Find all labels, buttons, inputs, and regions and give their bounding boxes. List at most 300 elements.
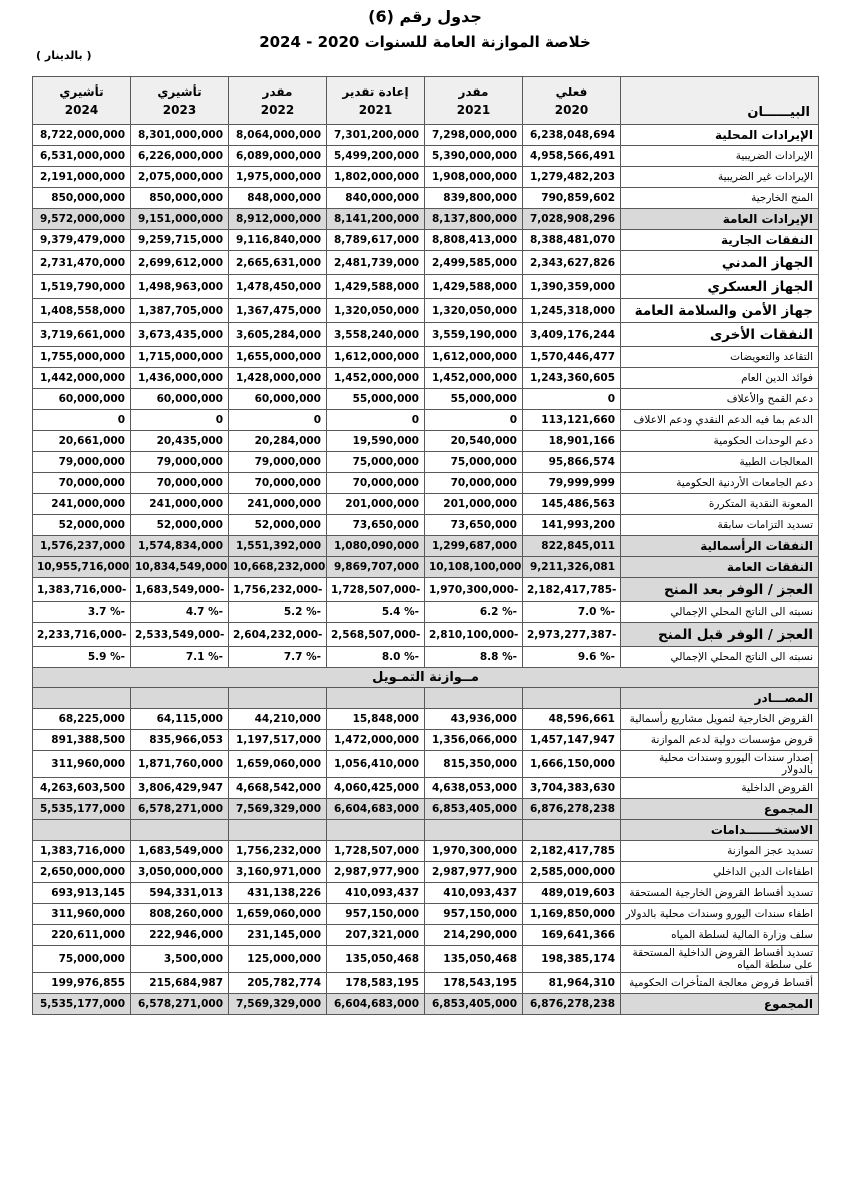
row-label: تسديد عجز الموازنة: [621, 841, 819, 862]
value-cell: 3,806,429,947: [131, 778, 229, 799]
row-label: فوائد الدين العام: [621, 368, 819, 389]
value-cell: 2,533,549,000-: [131, 623, 229, 647]
row-label: الجهاز المدني: [621, 251, 819, 275]
row-label: المعالجات الطبية: [621, 452, 819, 473]
value-cell: 68,225,000: [33, 709, 131, 730]
row-label: سلف وزارة المالية لسلطة المياه: [621, 925, 819, 946]
table-row: [33, 125, 819, 146]
value-cell: 1,169,850,000: [523, 904, 621, 925]
value-cell: 7,298,000,000: [425, 125, 523, 146]
value-cell: 215,684,987: [131, 973, 229, 994]
value-cell: 1,390,359,000: [523, 275, 621, 299]
value-cell: 6,876,278,238: [523, 994, 621, 1015]
value-cell: 1,728,507,000-: [327, 578, 425, 602]
value-cell: 7,301,200,000: [327, 125, 425, 146]
value-cell: 1,655,000,000: [229, 347, 327, 368]
value-cell: 241,000,000: [33, 494, 131, 515]
value-cell: 6,853,405,000: [425, 994, 523, 1015]
row-label: تسديد التزامات سابقة: [621, 515, 819, 536]
value-cell: 1,715,000,000: [131, 347, 229, 368]
row-label: المصـــادر: [621, 688, 819, 709]
section-title-row: [33, 668, 819, 688]
value-cell: [229, 688, 327, 709]
value-cell: 75,000,000: [425, 452, 523, 473]
table-row: [33, 515, 819, 536]
value-cell: 1,197,517,000: [229, 730, 327, 751]
value-cell: 1,728,507,000: [327, 841, 425, 862]
row-label: قروض مؤسسات دولية لدعم الموازنة: [621, 730, 819, 751]
value-cell: 2,699,612,000: [131, 251, 229, 275]
value-cell: [425, 688, 523, 709]
value-cell: 60,000,000: [131, 389, 229, 410]
value-cell: 95,866,574: [523, 452, 621, 473]
value-cell: 1,279,482,203: [523, 167, 621, 188]
value-cell: 75,000,000: [33, 946, 131, 973]
row-label: التقاعد والتعويضات: [621, 347, 819, 368]
value-cell: 2,499,585,000: [425, 251, 523, 275]
value-cell: 2,665,631,000: [229, 251, 327, 275]
value-cell: 693,913,145: [33, 883, 131, 904]
value-cell: [425, 820, 523, 841]
value-cell: 113,121,660: [523, 410, 621, 431]
value-cell: 1,574,834,000: [131, 536, 229, 557]
row-label: المجموع: [621, 994, 819, 1015]
row-label: نسبته الى الناتج المحلي الإجمالي: [621, 647, 819, 668]
table-row: [33, 188, 819, 209]
value-cell: 70,000,000: [327, 473, 425, 494]
table-row: [33, 251, 819, 275]
table-row: [33, 904, 819, 925]
value-cell: 178,543,195: [425, 973, 523, 994]
value-cell: 241,000,000: [229, 494, 327, 515]
value-cell: 5,390,000,000: [425, 146, 523, 167]
value-cell: 0: [229, 410, 327, 431]
value-cell: 594,331,013: [131, 883, 229, 904]
value-cell: 8,789,617,000: [327, 230, 425, 251]
table-row: [33, 347, 819, 368]
value-cell: 73,650,000: [425, 515, 523, 536]
table-row: [33, 602, 819, 623]
row-label: الجهاز العسكري: [621, 275, 819, 299]
table-row: [33, 946, 819, 973]
value-cell: 839,800,000: [425, 188, 523, 209]
value-cell: 1,683,549,000-: [131, 578, 229, 602]
value-cell: 1,659,060,000: [229, 904, 327, 925]
value-cell: 2,343,627,826: [523, 251, 621, 275]
value-cell: 2,075,000,000: [131, 167, 229, 188]
value-cell: 1,245,318,000: [523, 299, 621, 323]
row-label: الإيرادات المحلية: [621, 125, 819, 146]
value-cell: 1,666,150,000: [523, 751, 621, 778]
col-header-reestimate-2021: [327, 77, 425, 125]
value-cell: 1,970,300,000-: [425, 578, 523, 602]
section-title: مــوازنة التمـويل: [33, 668, 819, 688]
value-cell: 79,000,000: [33, 452, 131, 473]
value-cell: 9,572,000,000: [33, 209, 131, 230]
value-cell: 1,383,716,000: [33, 841, 131, 862]
value-cell: 1,908,000,000: [425, 167, 523, 188]
value-cell: 5,499,200,000: [327, 146, 425, 167]
value-cell: [327, 820, 425, 841]
value-cell: 7.7 %-: [229, 647, 327, 668]
row-label: العجز / الوفر بعد المنح: [621, 578, 819, 602]
value-cell: 835,966,053: [131, 730, 229, 751]
value-cell: 7,028,908,296: [523, 209, 621, 230]
table-row: [33, 751, 819, 778]
value-cell: 4,958,566,491: [523, 146, 621, 167]
value-cell: 214,290,000: [425, 925, 523, 946]
row-label: تسديد أقساط القروض الخارجية المستحقة: [621, 883, 819, 904]
value-cell: 2,810,100,000-: [425, 623, 523, 647]
value-cell: 9,211,326,081: [523, 557, 621, 578]
value-cell: 4,668,542,000: [229, 778, 327, 799]
value-cell: 1,452,000,000: [425, 368, 523, 389]
col-header-year: 2023: [162, 102, 197, 117]
value-cell: 70,000,000: [425, 473, 523, 494]
value-cell: 20,284,000: [229, 431, 327, 452]
value-cell: 1,356,066,000: [425, 730, 523, 751]
value-cell: 5,535,177,000: [33, 994, 131, 1015]
document-titles: [0, 0, 850, 51]
value-cell: 48,596,661: [523, 709, 621, 730]
value-cell: 2,987,977,900: [425, 862, 523, 883]
value-cell: 1,056,410,000: [327, 751, 425, 778]
table-row: [33, 146, 819, 167]
col-header-type: فعلي: [555, 84, 588, 99]
value-cell: 808,260,000: [131, 904, 229, 925]
table-row: [33, 973, 819, 994]
value-cell: 3,559,190,000: [425, 323, 523, 347]
value-cell: 2,182,417,785-: [523, 578, 621, 602]
value-cell: 8,808,413,000: [425, 230, 523, 251]
table-row: [33, 647, 819, 668]
value-cell: 199,976,855: [33, 973, 131, 994]
value-cell: 4,060,425,000: [327, 778, 425, 799]
value-cell: 10,955,716,000: [33, 557, 131, 578]
value-cell: 1,452,000,000: [327, 368, 425, 389]
value-cell: 790,859,602: [523, 188, 621, 209]
value-cell: 1,383,716,000-: [33, 578, 131, 602]
value-cell: 2,731,470,000: [33, 251, 131, 275]
table-row: [33, 494, 819, 515]
value-cell: 19,590,000: [327, 431, 425, 452]
table-row: [33, 994, 819, 1015]
value-cell: 1,756,232,000: [229, 841, 327, 862]
value-cell: 201,000,000: [425, 494, 523, 515]
value-cell: 125,000,000: [229, 946, 327, 973]
value-cell: 10,834,549,000: [131, 557, 229, 578]
value-cell: 311,960,000: [33, 751, 131, 778]
value-cell: 6,853,405,000: [425, 799, 523, 820]
value-cell: 957,150,000: [425, 904, 523, 925]
value-cell: 848,000,000: [229, 188, 327, 209]
value-cell: 822,845,011: [523, 536, 621, 557]
value-cell: 7.0 %-: [523, 602, 621, 623]
value-cell: 891,388,500: [33, 730, 131, 751]
value-cell: 52,000,000: [33, 515, 131, 536]
row-label: الاستخـــــــدامات: [621, 820, 819, 841]
row-label: النفقات الأخرى: [621, 323, 819, 347]
value-cell: 8,722,000,000: [33, 125, 131, 146]
col-header-type: تأشيري: [157, 84, 202, 99]
table-row: [33, 623, 819, 647]
value-cell: [33, 688, 131, 709]
value-cell: 8.8 %-: [425, 647, 523, 668]
value-cell: 1,871,760,000: [131, 751, 229, 778]
table-row: [33, 578, 819, 602]
row-label: دعم القمح والأعلاف: [621, 389, 819, 410]
col-header-year: 2021: [358, 102, 393, 117]
row-label: دعم الوحدات الحكومية: [621, 431, 819, 452]
value-cell: 3,558,240,000: [327, 323, 425, 347]
row-label: نسبته الى الناتج المحلي الإجمالي: [621, 602, 819, 623]
value-cell: 1,320,050,000: [425, 299, 523, 323]
value-cell: 2,585,000,000: [523, 862, 621, 883]
value-cell: 1,320,050,000: [327, 299, 425, 323]
col-header-description: البيــــــان: [621, 77, 819, 125]
value-cell: 79,000,000: [229, 452, 327, 473]
value-cell: 7,569,329,000: [229, 994, 327, 1015]
value-cell: 75,000,000: [327, 452, 425, 473]
value-cell: 8,388,481,070: [523, 230, 621, 251]
table-row: [33, 799, 819, 820]
value-cell: 489,019,603: [523, 883, 621, 904]
value-cell: 43,936,000: [425, 709, 523, 730]
value-cell: 3,160,971,000: [229, 862, 327, 883]
value-cell: 4.7 %-: [131, 602, 229, 623]
value-cell: 7.1 %-: [131, 647, 229, 668]
row-label: النفقات العامة: [621, 557, 819, 578]
value-cell: 70,000,000: [33, 473, 131, 494]
col-header-year: 2022: [260, 102, 295, 117]
value-cell: 135,050,468: [425, 946, 523, 973]
table-row: [33, 709, 819, 730]
value-cell: 1,570,446,477: [523, 347, 621, 368]
col-header-type: إعادة تقدير: [342, 84, 409, 99]
value-cell: 8,301,000,000: [131, 125, 229, 146]
value-cell: 70,000,000: [229, 473, 327, 494]
value-cell: 70,000,000: [131, 473, 229, 494]
value-cell: [327, 688, 425, 709]
value-cell: 311,960,000: [33, 904, 131, 925]
value-cell: 815,350,000: [425, 751, 523, 778]
row-label: الإيرادات الضريبية: [621, 146, 819, 167]
value-cell: 410,093,437: [327, 883, 425, 904]
row-label: إصدار سندات اليورو وسندات محلية بالدولار: [621, 751, 819, 778]
value-cell: 64,115,000: [131, 709, 229, 730]
value-cell: 2,650,000,000: [33, 862, 131, 883]
col-header-actual-2020: [523, 77, 621, 125]
value-cell: 1,367,475,000: [229, 299, 327, 323]
value-cell: 2,191,000,000: [33, 167, 131, 188]
value-cell: 0: [33, 410, 131, 431]
table-row: [33, 275, 819, 299]
row-label: المعونة النقدية المتكررة: [621, 494, 819, 515]
value-cell: 2,568,507,000-: [327, 623, 425, 647]
value-cell: 3,050,000,000: [131, 862, 229, 883]
value-cell: 145,486,563: [523, 494, 621, 515]
value-cell: 8,912,000,000: [229, 209, 327, 230]
table-row: [33, 299, 819, 323]
row-label: الإيرادات غير الضريبية: [621, 167, 819, 188]
budget-summary-table: [32, 76, 819, 1015]
value-cell: [131, 820, 229, 841]
value-cell: 0: [523, 389, 621, 410]
currency-note: ( بالدينار ): [36, 49, 92, 62]
table-row: [33, 230, 819, 251]
value-cell: 3,409,176,244: [523, 323, 621, 347]
table-row: [33, 431, 819, 452]
value-cell: 241,000,000: [131, 494, 229, 515]
value-cell: 1,612,000,000: [425, 347, 523, 368]
value-cell: 0: [425, 410, 523, 431]
value-cell: 198,385,174: [523, 946, 621, 973]
value-cell: 6,089,000,000: [229, 146, 327, 167]
value-cell: 410,093,437: [425, 883, 523, 904]
value-cell: 1,755,000,000: [33, 347, 131, 368]
row-label: العجز / الوفر قبل المنح: [621, 623, 819, 647]
value-cell: 52,000,000: [229, 515, 327, 536]
value-cell: 1,436,000,000: [131, 368, 229, 389]
value-cell: 44,210,000: [229, 709, 327, 730]
value-cell: 3,704,383,630: [523, 778, 621, 799]
col-header-type: مقدر: [458, 84, 489, 99]
value-cell: 6,604,683,000: [327, 994, 425, 1015]
table-row: [33, 389, 819, 410]
value-cell: 81,964,310: [523, 973, 621, 994]
value-cell: 1,429,588,000: [327, 275, 425, 299]
value-cell: 169,641,366: [523, 925, 621, 946]
value-cell: 3,719,661,000: [33, 323, 131, 347]
row-label: النفقات الرأسمالية: [621, 536, 819, 557]
value-cell: 1,442,000,000: [33, 368, 131, 389]
value-cell: 55,000,000: [425, 389, 523, 410]
value-cell: 1,519,790,000: [33, 275, 131, 299]
table-row: [33, 473, 819, 494]
value-cell: 3.7 %-: [33, 602, 131, 623]
value-cell: 1,498,963,000: [131, 275, 229, 299]
col-header-type: تأشيري: [59, 84, 104, 99]
value-cell: 6,604,683,000: [327, 799, 425, 820]
value-cell: 1,576,237,000: [33, 536, 131, 557]
value-cell: 1,659,060,000: [229, 751, 327, 778]
table-row: [33, 730, 819, 751]
value-cell: 9,151,000,000: [131, 209, 229, 230]
row-label: أقساط قروض معالجة المتأخرات الحكومية: [621, 973, 819, 994]
value-cell: 8.0 %-: [327, 647, 425, 668]
value-cell: 1,975,000,000: [229, 167, 327, 188]
col-header-estimated-2021: [425, 77, 523, 125]
table-row: [33, 452, 819, 473]
value-cell: 9,869,707,000: [327, 557, 425, 578]
col-header-indicative-2024: [33, 77, 131, 125]
value-cell: 52,000,000: [131, 515, 229, 536]
table-row: [33, 536, 819, 557]
table-row: [33, 323, 819, 347]
col-header-year: 2024: [64, 102, 99, 117]
value-cell: 20,435,000: [131, 431, 229, 452]
table-row: [33, 841, 819, 862]
row-label: الإيرادات العامة: [621, 209, 819, 230]
value-cell: 1,428,000,000: [229, 368, 327, 389]
value-cell: 0: [327, 410, 425, 431]
value-cell: 8,137,800,000: [425, 209, 523, 230]
value-cell: 4,263,603,500: [33, 778, 131, 799]
value-cell: 222,946,000: [131, 925, 229, 946]
value-cell: 6,876,278,238: [523, 799, 621, 820]
value-cell: 141,993,200: [523, 515, 621, 536]
value-cell: 1,970,300,000: [425, 841, 523, 862]
page-title: خلاصة الموازنة العامة للسنوات 2020 - 2024: [259, 33, 591, 51]
value-cell: 2,604,232,000-: [229, 623, 327, 647]
value-cell: 3,673,435,000: [131, 323, 229, 347]
value-cell: 1,756,232,000-: [229, 578, 327, 602]
col-header-estimated-2022: [229, 77, 327, 125]
table-number-title: جدول رقم (6): [368, 7, 482, 26]
value-cell: 231,145,000: [229, 925, 327, 946]
value-cell: 20,661,000: [33, 431, 131, 452]
value-cell: 1,080,090,000: [327, 536, 425, 557]
row-label: تسديد أقساط القروض الداخلية المستحقة على سلطة المياه: [621, 946, 819, 973]
value-cell: 18,901,166: [523, 431, 621, 452]
value-cell: 5,535,177,000: [33, 799, 131, 820]
value-cell: 1,408,558,000: [33, 299, 131, 323]
value-cell: 6,238,048,694: [523, 125, 621, 146]
row-label: القروض الداخلية: [621, 778, 819, 799]
value-cell: 5.2 %-: [229, 602, 327, 623]
value-cell: 1,429,588,000: [425, 275, 523, 299]
value-cell: 1,457,147,947: [523, 730, 621, 751]
table-row: [33, 820, 819, 841]
table-row: [33, 688, 819, 709]
value-cell: [523, 820, 621, 841]
value-cell: 201,000,000: [327, 494, 425, 515]
value-cell: 1,387,705,000: [131, 299, 229, 323]
value-cell: 5.9 %-: [33, 647, 131, 668]
value-cell: 2,987,977,900: [327, 862, 425, 883]
table-row: [33, 209, 819, 230]
row-label: اطفاء سندات اليورو وسندات محلية بالدولار: [621, 904, 819, 925]
value-cell: 6,226,000,000: [131, 146, 229, 167]
row-label: الدعم بما فيه الدعم النقدي ودعم الاعلاف: [621, 410, 819, 431]
row-label: المجموع: [621, 799, 819, 820]
value-cell: 431,138,226: [229, 883, 327, 904]
value-cell: 2,973,277,387-: [523, 623, 621, 647]
value-cell: 1,472,000,000: [327, 730, 425, 751]
value-cell: 178,583,195: [327, 973, 425, 994]
value-cell: 20,540,000: [425, 431, 523, 452]
value-cell: 1,478,450,000: [229, 275, 327, 299]
col-header-type: مقدر: [262, 84, 293, 99]
row-label: دعم الجامعات الأردنية الحكومية: [621, 473, 819, 494]
value-cell: 135,050,468: [327, 946, 425, 973]
col-header-year: 2021: [456, 102, 491, 117]
table-row: [33, 410, 819, 431]
value-cell: 6,578,271,000: [131, 994, 229, 1015]
table-row: [33, 883, 819, 904]
table-row: [33, 167, 819, 188]
value-cell: 3,500,000: [131, 946, 229, 973]
value-cell: 8,064,000,000: [229, 125, 327, 146]
value-cell: 207,321,000: [327, 925, 425, 946]
value-cell: 8,141,200,000: [327, 209, 425, 230]
value-cell: 1,683,549,000: [131, 841, 229, 862]
value-cell: 10,668,232,000: [229, 557, 327, 578]
row-label: القروض الخارجية لتمويل مشاريع رأسمالية: [621, 709, 819, 730]
value-cell: [229, 820, 327, 841]
value-cell: 6.2 %-: [425, 602, 523, 623]
value-cell: 6,531,000,000: [33, 146, 131, 167]
